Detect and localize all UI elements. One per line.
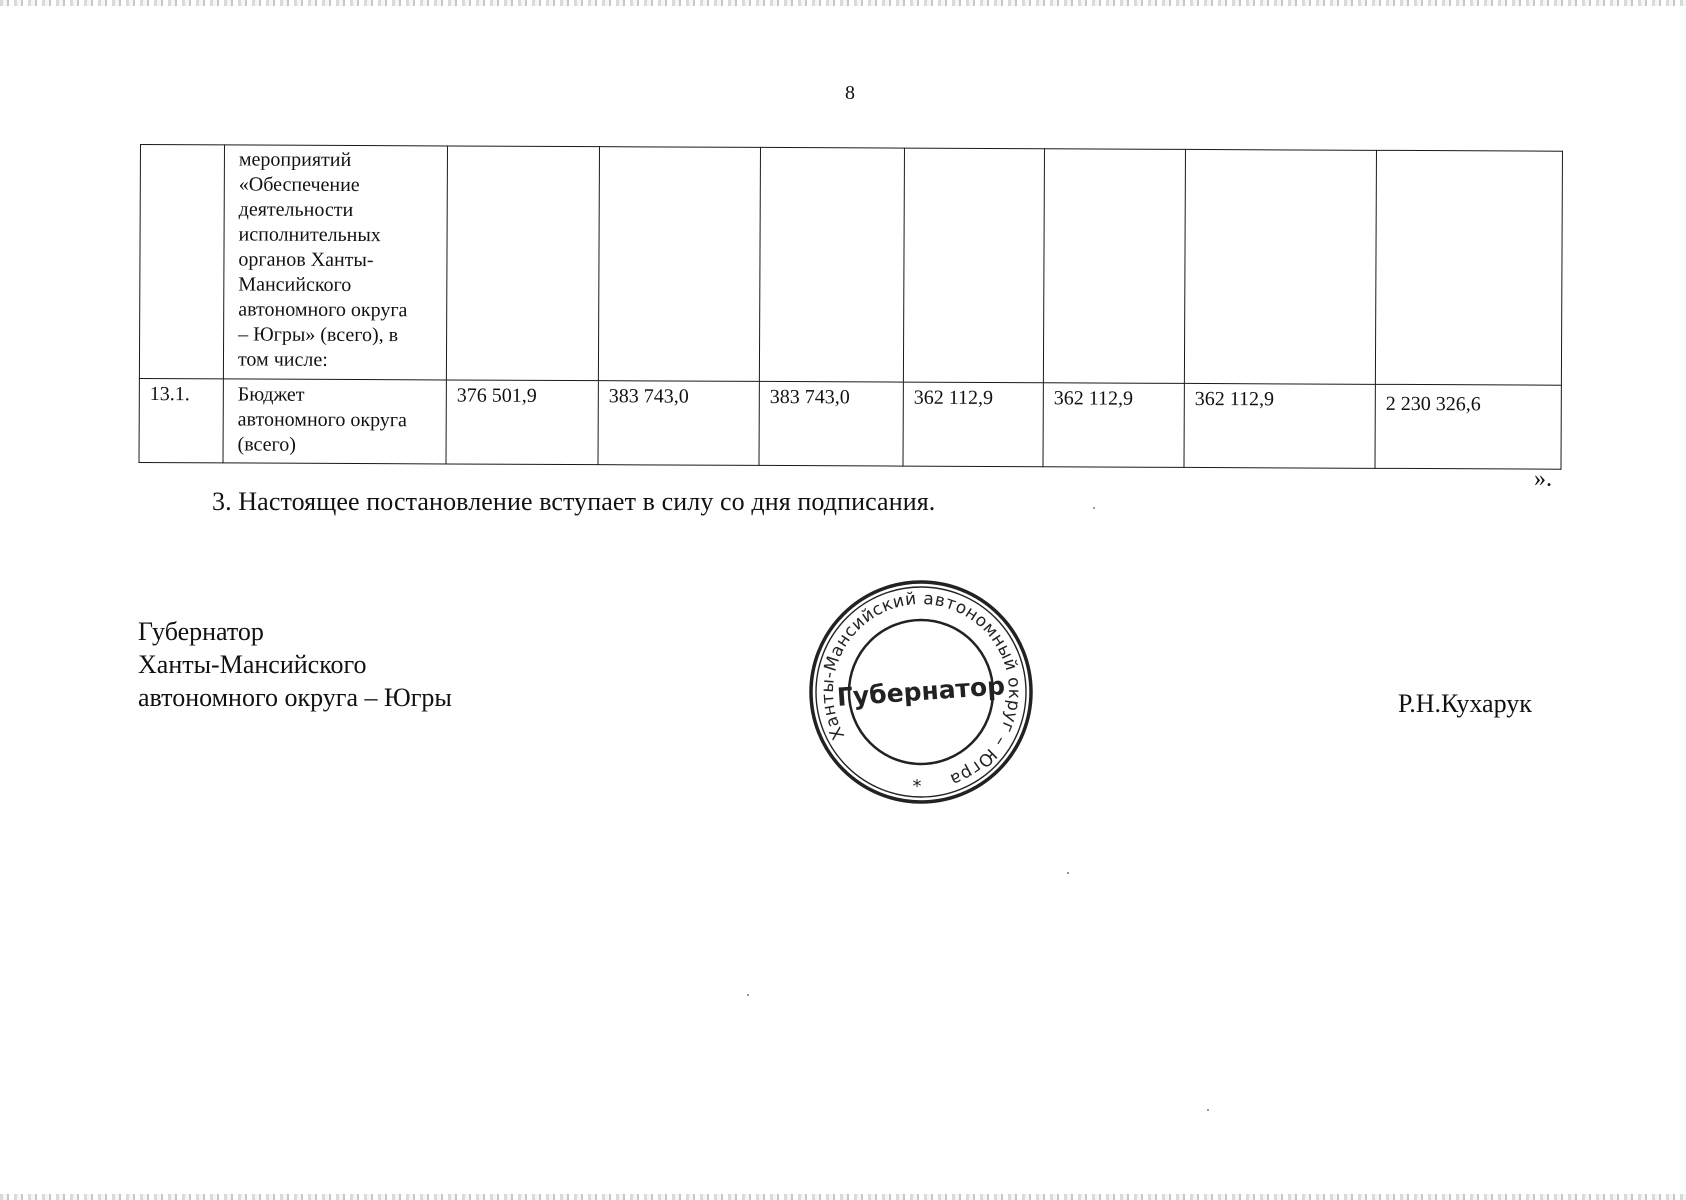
clause-3: 3. Настоящее постановление вступает в силу со дня подписания. [212,487,936,516]
scan-edge-top [0,0,1686,6]
official-seal [805,576,1037,808]
budget-table [138,144,1562,470]
table-row [139,145,1562,386]
seal-ring-text: Ханты-Мансийский автономный округ – Югра [817,588,1025,790]
value-cell [1043,149,1185,384]
closing-quote: ». [1534,466,1552,492]
scan-speck [1093,507,1095,509]
page-number: 8 [845,82,855,104]
value-cell: 383 743,0 [759,381,903,466]
value-cell: 383 743,0 [598,381,759,466]
total-cell: 2 230 326,6 [1375,384,1561,469]
row-name-line: Мансийского [238,273,352,296]
row-name-cell [223,145,447,380]
row-name-line: «Обеспечение [238,173,360,197]
table-row [139,378,1561,469]
value-cell [759,147,904,382]
value-cell: 376 501,9 [446,380,598,465]
scan-edge-bottom [0,1194,1686,1200]
value-cell: 362 112,9 [1043,383,1184,468]
value-cell [446,146,599,381]
row-number-cell: 13.1. [139,378,223,462]
value-cell: 362 112,9 [1184,383,1375,468]
total-cell [1375,150,1562,385]
row-name-line: автономного округа [238,298,408,322]
scan-speck [1067,872,1069,874]
scan-speck [1207,1109,1209,1111]
seal-center-text: Губернатор [836,671,1006,712]
signer-title [138,615,452,714]
row-name-line: мероприятий [238,148,352,171]
signer-name: Р.Н.Кухарук [1398,689,1532,718]
signer-title-line: Ханты-Мансийского [138,650,367,679]
signer-title-line: автономного округа – Югры [138,683,452,712]
row-name-line: автономного округа [237,408,407,432]
signer-title-line: Губернатор [138,617,264,646]
value-cell [598,147,760,382]
scan-speck [747,994,749,996]
seal-star: * [912,776,922,797]
row-number-cell [139,145,224,379]
row-name-line: Бюджет [237,383,305,406]
value-cell [903,148,1044,383]
row-name-line: том числе: [237,348,328,371]
row-name-line: – Югры» (всего), в [238,323,399,347]
row-name-line: (всего) [237,433,296,456]
row-name-line: деятельности [238,198,354,222]
value-cell: 362 112,9 [903,382,1043,467]
row-name-cell [223,379,446,464]
row-name-line: органов Ханты- [238,248,374,272]
row-name-line: исполнительных [238,223,381,247]
value-cell [1184,149,1376,384]
